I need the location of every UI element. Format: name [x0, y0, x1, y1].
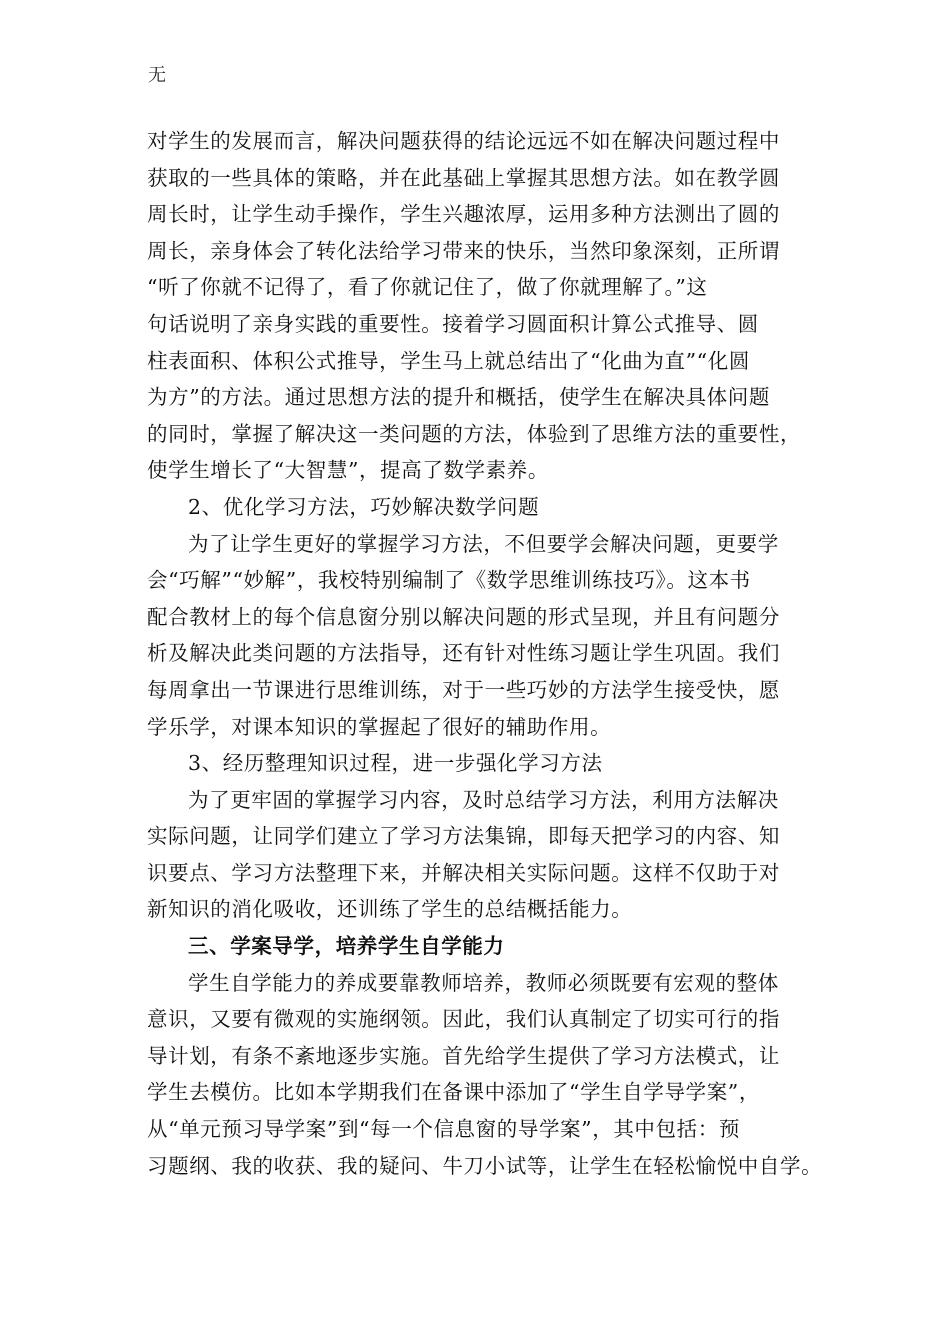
section-heading: 3、经历整理知识过程，进一步强化学习方法 [188, 751, 603, 776]
text-line: 周长时，让学生动手操作，学生兴趣浓厚，运用多种方法测出了圆的 [147, 202, 780, 227]
text-line: 学生去模仿。比如本学期我们在备课中添加了“学生自学导学案”， [147, 1080, 760, 1105]
text-line: 识要点、学习方法整理下来，并解决相关实际问题。这样不仅助于对 [147, 860, 780, 885]
text-line: 获取的一些具体的策略，并在此基础上掌握其思想方法。如在教学圆 [147, 165, 780, 190]
text-line: 对学生的发展而言，解决问题获得的结论远远不如在解决问题过程中 [147, 129, 780, 153]
text-line: 周长，亲身体会了转化法给学习带来的快乐，当然印象深刻，正所谓 [147, 238, 780, 263]
text-line: 为了更牢固的掌握学习内容，及时总结学习方法，利用方法解决 [188, 787, 779, 812]
text-line: 每周拿出一节课进行思维训练，对于一些巧妙的方法学生接受快，愿 [147, 677, 780, 702]
text-line: 为了让学生更好的掌握学习方法，不但要学会解决问题，更要学 [188, 531, 779, 556]
text-line: 使学生增长了“大智慧”，提高了数学素养。 [147, 458, 549, 483]
text-line: 学乐学，对课本知识的掌握起了很好的辅助作用。 [147, 714, 612, 739]
text-line: 习题纲、我的收获、我的疑问、牛刀小试等，让学生在轻松愉悦中自学。 [147, 1153, 823, 1178]
text-line: 柱表面积、体积公式推导，学生马上就总结出了“化曲为直”“化圆 [147, 348, 750, 373]
text-line: 的同时，掌握了解决这一类问题的方法，体验到了思维方法的重要性， [147, 421, 802, 446]
text-line: 会“巧解”“妙解”，我校特别编制了《数学思维训练技巧》。这本书 [147, 568, 751, 593]
section-heading: 2、优化学习方法，巧妙解决数学问题 [188, 494, 540, 519]
document-body [147, 123, 822, 1184]
text-line: 意识，又要有微观的实施纲领。因此，我们认真制定了切实可行的指 [147, 1007, 780, 1032]
text-line: 为方”的方法。通过思想方法的提升和概括，使学生在解决具体问题 [147, 385, 770, 410]
text-line: 析及解决此类问题的方法指导，还有针对性练习题让学生巩固。我们 [147, 641, 780, 666]
text-line: 学生自学能力的养成要靠教师培养，教师必须既要有宏观的整体 [188, 970, 779, 995]
text-line: 实际问题，让同学们建立了学习方法集锦，即每天把学习的内容、知 [147, 824, 780, 849]
text-line: “听了你就不记得了，看了你就记住了，做了你就理解了。”这 [147, 275, 708, 300]
section-heading-bold: 三、学案导学，培养学生自学能力 [188, 934, 505, 959]
page-header: 无 [148, 65, 166, 86]
text-line: 句话说明了亲身实践的重要性。接着学习圆面积计算公式推导、圆 [147, 311, 759, 336]
text-line: 导计划，有条不紊地逐步实施。首先给学生提供了学习方法模式，让 [147, 1043, 780, 1068]
text-line: 从“单元预习导学案”到“每一个信息窗的导学案”，其中包括：预 [147, 1117, 740, 1142]
text-line: 新知识的消化吸收，还训练了学生的总结概括能力。 [147, 897, 633, 922]
text-line: 配合教材上的每个信息窗分别以解决问题的形式呈现，并且有问题分 [147, 604, 780, 629]
